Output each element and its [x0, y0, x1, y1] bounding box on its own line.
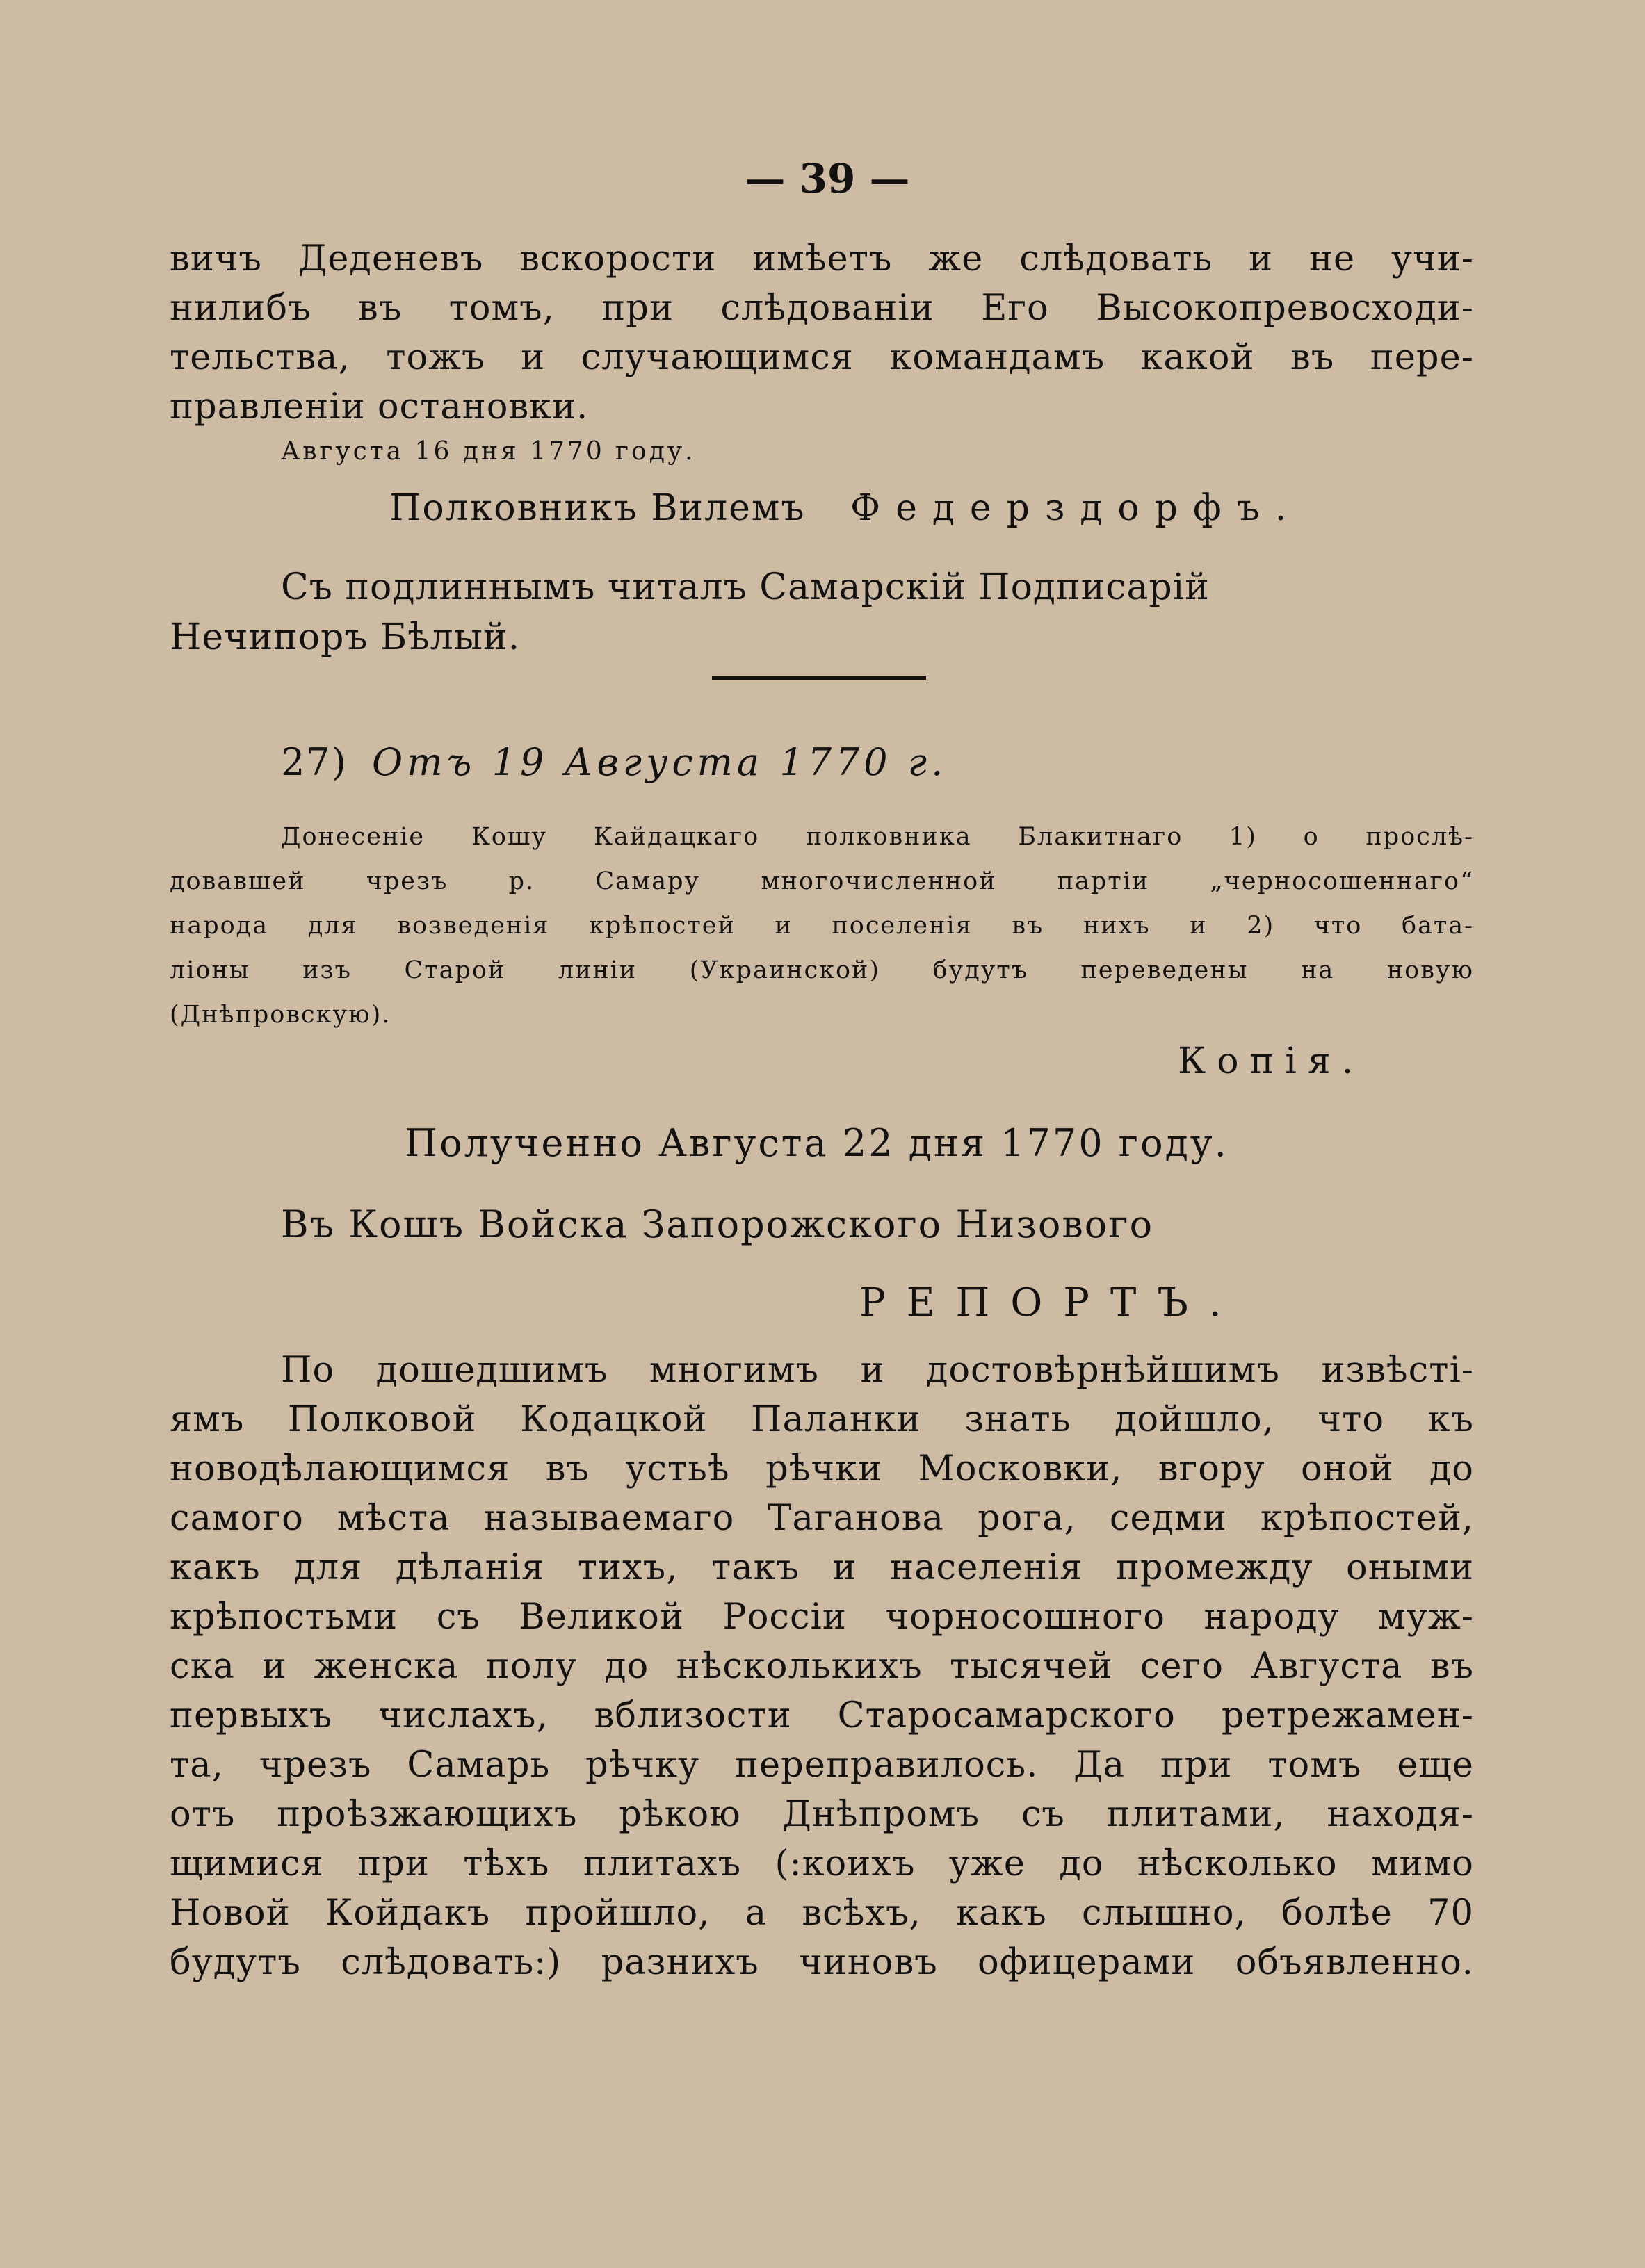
report-title: РЕПОРТЪ.: [859, 1280, 1242, 1325]
text-line: ямъ Полковой Кодацкой Паланки знать дойшло, что къ: [170, 1399, 1474, 1440]
address-line: Въ Кошъ Войска Запорожского Низового: [281, 1202, 1154, 1246]
text-line: довавшей чрезъ р. Самару многочисленной партіи „черносошеннаго“: [170, 867, 1474, 895]
signature: [389, 484, 1302, 532]
text-line: самого мѣста называемаго Таганова рога, седми крѣпостей,: [170, 1498, 1474, 1539]
top-paragraph: [170, 234, 1474, 436]
received-line: Полученно Августа 22 дня 1770 году.: [405, 1121, 1229, 1165]
divider-rule: [712, 676, 926, 680]
text-line: ліоны изъ Старой линіи (Украинской) будутъ переведены на новую: [170, 956, 1474, 984]
text-line: тельства, тожъ и случающимся командамъ какой въ пере-: [170, 337, 1474, 378]
document-number: 27): [281, 740, 348, 784]
text-line: та, чрезъ Самарь рѣчку переправилось. Да при томъ еще: [170, 1745, 1474, 1786]
text-line: щимися при тѣхъ плитахъ (:коихъ уже до нѣсколько мимо: [170, 1843, 1474, 1884]
date-line: Августа 16 дня 1770 году.: [281, 437, 696, 466]
document-heading: [281, 738, 947, 787]
text-line: какъ для дѣланія тихъ, такъ и населенія промежду оными: [170, 1547, 1474, 1588]
text-line: нилибъ въ томъ, при слѣдованіи Его Высокопревосходи-: [170, 288, 1474, 329]
page-number: — 39 —: [745, 155, 910, 202]
text-line: крѣпостьми съ Великой Россіи чорносошного народу муж-: [170, 1597, 1474, 1638]
text-line: Нечипоръ Бѣлый.: [170, 617, 521, 658]
text-line: новодѣлающимся въ устьѣ рѣчки Московки, вгору оной до: [170, 1449, 1474, 1490]
document-date-title: Отъ 19 Августа 1770 г.: [371, 740, 948, 784]
copy-label: Копія.: [1178, 1041, 1365, 1082]
text-line: Донесеніе Кошу Кайдацкаго полковника Блакитнаго 1) о прослѣ-: [281, 823, 1474, 851]
text-line: правленіи остановки.: [170, 386, 589, 427]
text-line: По дошедшимъ многимъ и достовѣрнѣйшимъ извѣсті-: [281, 1350, 1474, 1391]
text-line: будутъ слѣдовать:) разнихъ чиновъ офицерами объявленно.: [170, 1942, 1474, 1983]
signature-prefix: Полковникъ Вилемъ: [389, 487, 806, 529]
text-line: ска и женска полу до нѣсколькихъ тысячей сего Августа въ: [170, 1646, 1474, 1687]
text-line: первыхъ числахъ, вблизости Старосамарского ретрежамен-: [170, 1695, 1474, 1736]
text-line: Съ подлиннымъ читалъ Самарскій Подписарій: [281, 566, 1210, 608]
main-text: [170, 1346, 1474, 1999]
text-line: (Днѣпровскую).: [170, 1001, 391, 1029]
document-summary: [170, 815, 1474, 1044]
text-line: отъ проѣзжающихъ рѣкою Днѣпромъ съ плитами, находя-: [170, 1794, 1474, 1835]
signature-surname: Федерздорфъ.: [850, 487, 1302, 529]
text-line: вичъ Деденевъ вскорости имѣетъ же слѣдовать и не учи-: [170, 238, 1474, 279]
text-line: народа для возведенія крѣпостей и поселенія въ нихъ и 2) что бата-: [170, 912, 1474, 940]
text-line: Новой Койдакъ пройшло, а всѣхъ, какъ слышно, болѣе 70: [170, 1893, 1474, 1934]
